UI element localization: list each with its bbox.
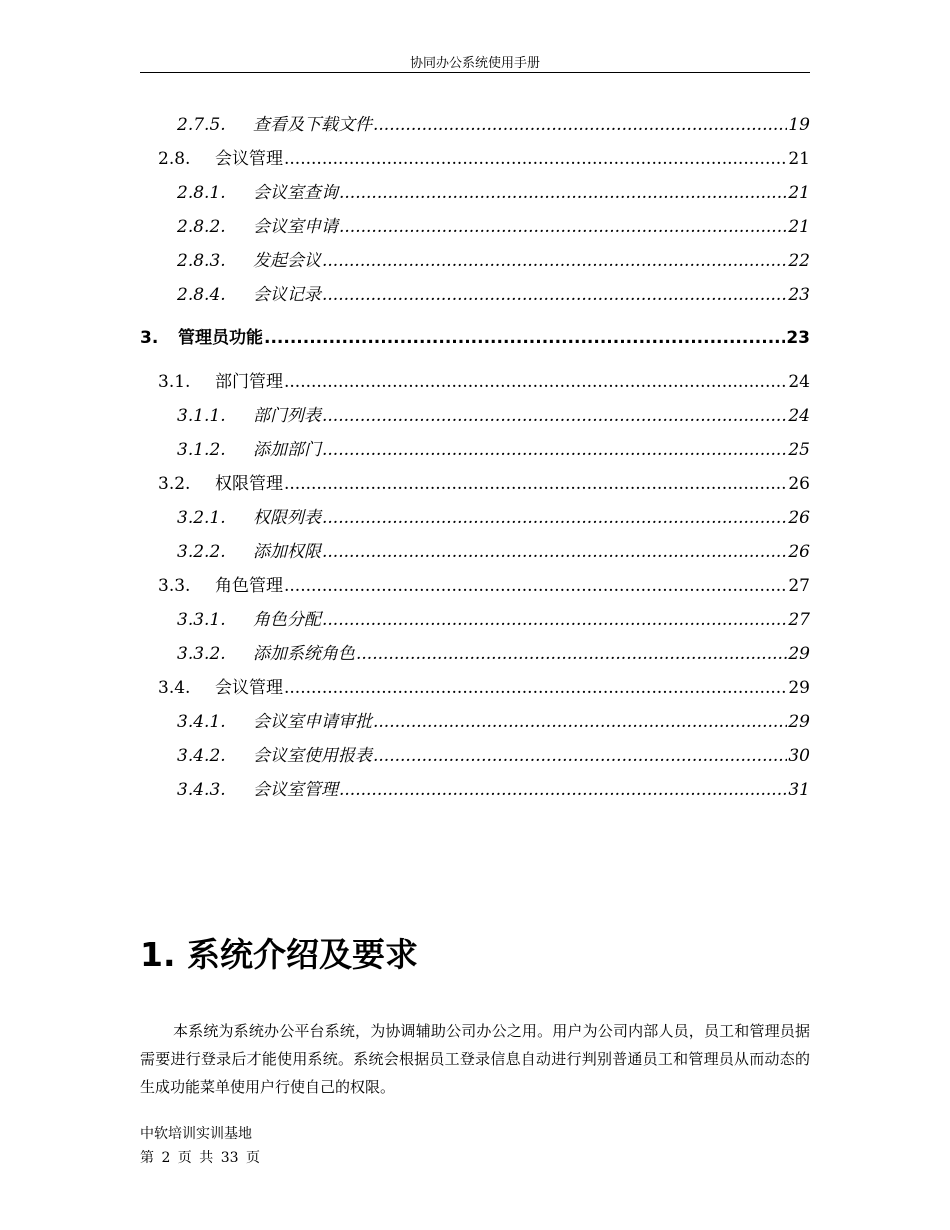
toc-entry-page: 27 <box>788 610 810 630</box>
toc-dot-leader <box>356 637 787 671</box>
toc-dot-leader <box>373 705 787 739</box>
toc-entry-number: 3.3.1. <box>177 610 226 630</box>
toc-dot-leader <box>322 278 787 312</box>
toc-entry-number: 3.4.1. <box>177 712 226 732</box>
toc-entry-number: 3.3.2. <box>177 644 226 664</box>
toc-dot-leader <box>339 176 787 210</box>
toc-entry[interactable] <box>140 705 810 739</box>
toc-entry-number: 3.2. <box>158 474 191 494</box>
toc-entry[interactable] <box>140 433 810 467</box>
toc-entry-page: 21 <box>788 217 810 237</box>
toc-entry-page: 30 <box>788 746 810 766</box>
toc-entry-page: 24 <box>788 372 810 392</box>
toc-entry-title: 部门管理 <box>215 372 283 392</box>
footer-page-number: 第 2 页 共 33 页 <box>140 1150 260 1166</box>
header-rule <box>140 72 810 73</box>
toc-entry-number: 3.1.2. <box>177 440 226 460</box>
toc-entry[interactable] <box>140 108 810 142</box>
toc-entry[interactable] <box>140 535 810 569</box>
toc-entry-page: 19 <box>788 115 810 135</box>
toc-entry-page: 26 <box>788 542 810 562</box>
toc-entry-page: 24 <box>788 406 810 426</box>
toc-entry-number: 2.8.1. <box>177 183 226 203</box>
toc-entry-page: 23 <box>786 328 810 348</box>
toc-entry[interactable] <box>140 278 810 312</box>
toc-entry-number: 3. <box>140 328 159 348</box>
toc-entry-number: 2.8.3. <box>177 251 226 271</box>
toc-dot-leader <box>264 312 785 365</box>
table-of-contents <box>140 108 810 807</box>
toc-entry[interactable] <box>140 244 810 278</box>
toc-entry-title: 添加部门 <box>253 440 321 460</box>
toc-entry-page: 22 <box>788 251 810 271</box>
toc-entry[interactable] <box>140 176 810 210</box>
toc-entry-title: 会议室使用报表 <box>253 746 372 766</box>
toc-entry[interactable] <box>140 399 810 433</box>
toc-entry-number: 2.8.2. <box>177 217 226 237</box>
toc-entry-page: 29 <box>788 644 810 664</box>
page-header: 协同办公系统使用手册 <box>409 56 540 71</box>
toc-entry-number: 3.1. <box>158 372 191 392</box>
toc-entry-number: 3.3. <box>158 576 191 596</box>
toc-entry-title: 管理员功能 <box>178 328 263 348</box>
toc-entry[interactable] <box>140 671 810 705</box>
toc-entry-title: 部门列表 <box>253 406 321 426</box>
toc-entry-title: 会议室申请审批 <box>253 712 372 732</box>
toc-entry-title: 会议记录 <box>253 285 321 305</box>
section-heading: 1. 系统介绍及要求 <box>140 935 418 974</box>
toc-entry-title: 权限管理 <box>215 474 283 494</box>
toc-dot-leader <box>339 773 787 807</box>
toc-entry-page: 26 <box>788 508 810 528</box>
toc-entry[interactable] <box>140 365 810 399</box>
toc-entry-title: 会议管理 <box>215 678 283 698</box>
toc-dot-leader <box>339 210 787 244</box>
toc-entry-title: 查看及下载文件 <box>253 115 372 135</box>
footer-organization: 中软培训实训基地 <box>140 1126 252 1142</box>
toc-entry-page: 21 <box>788 149 810 169</box>
toc-dot-leader <box>322 603 787 637</box>
toc-dot-leader <box>322 399 787 433</box>
toc-entry-number: 3.4.3. <box>177 780 226 800</box>
toc-entry-page: 21 <box>788 183 810 203</box>
toc-entry-title: 角色分配 <box>253 610 321 630</box>
toc-entry[interactable] <box>140 569 810 603</box>
toc-entry[interactable] <box>140 467 810 501</box>
toc-entry-title: 会议室申请 <box>253 217 338 237</box>
toc-entry-page: 31 <box>788 780 810 800</box>
toc-entry[interactable] <box>140 210 810 244</box>
toc-dot-leader <box>284 142 787 176</box>
body-paragraph: 本系统为系统办公平台系统，为协调辅助公司办公之用。用户为公司内部人员，员工和管理员据需要进行登录后才能使用系统。系统会根据员工登录信息自动进行判别普通员工和管理员从而动态的生成功能菜单使用户行使自己的权限。 <box>140 1022 810 1096</box>
toc-dot-leader <box>373 108 787 142</box>
toc-entry-title: 发起会议 <box>253 251 321 271</box>
toc-dot-leader <box>284 569 787 603</box>
toc-entry[interactable] <box>140 142 810 176</box>
toc-entry-number: 3.4.2. <box>177 746 226 766</box>
toc-entry-number: 2.8. <box>158 149 191 169</box>
toc-entry[interactable] <box>140 312 810 365</box>
toc-entry-number: 3.2.2. <box>177 542 226 562</box>
toc-entry-title: 添加权限 <box>253 542 321 562</box>
toc-entry-number: 3.4. <box>158 678 191 698</box>
toc-entry-number: 3.2.1. <box>177 508 226 528</box>
toc-dot-leader <box>322 244 787 278</box>
toc-entry-title: 会议管理 <box>215 149 283 169</box>
toc-dot-leader <box>322 501 787 535</box>
toc-entry-page: 25 <box>788 440 810 460</box>
toc-entry[interactable] <box>140 501 810 535</box>
toc-dot-leader <box>322 433 787 467</box>
toc-entry[interactable] <box>140 739 810 773</box>
toc-entry-number: 2.8.4. <box>177 285 226 305</box>
toc-dot-leader <box>322 535 787 569</box>
toc-entry[interactable] <box>140 773 810 807</box>
toc-entry-number: 2.7.5. <box>177 115 226 135</box>
toc-entry-page: 29 <box>788 678 810 698</box>
toc-entry-title: 添加系统角色 <box>253 644 355 664</box>
toc-entry-page: 27 <box>788 576 810 596</box>
toc-entry-page: 23 <box>788 285 810 305</box>
toc-dot-leader <box>284 467 787 501</box>
toc-entry-title: 角色管理 <box>215 576 283 596</box>
toc-dot-leader <box>373 739 787 773</box>
toc-entry-page: 29 <box>788 712 810 732</box>
toc-entry[interactable] <box>140 603 810 637</box>
toc-entry-title: 会议室查询 <box>253 183 338 203</box>
toc-entry-title: 权限列表 <box>253 508 321 528</box>
toc-entry-number: 3.1.1. <box>177 406 226 426</box>
toc-entry-page: 26 <box>788 474 810 494</box>
toc-entry[interactable] <box>140 637 810 671</box>
toc-dot-leader <box>284 671 787 705</box>
toc-entry-title: 会议室管理 <box>253 780 338 800</box>
toc-dot-leader <box>284 365 787 399</box>
